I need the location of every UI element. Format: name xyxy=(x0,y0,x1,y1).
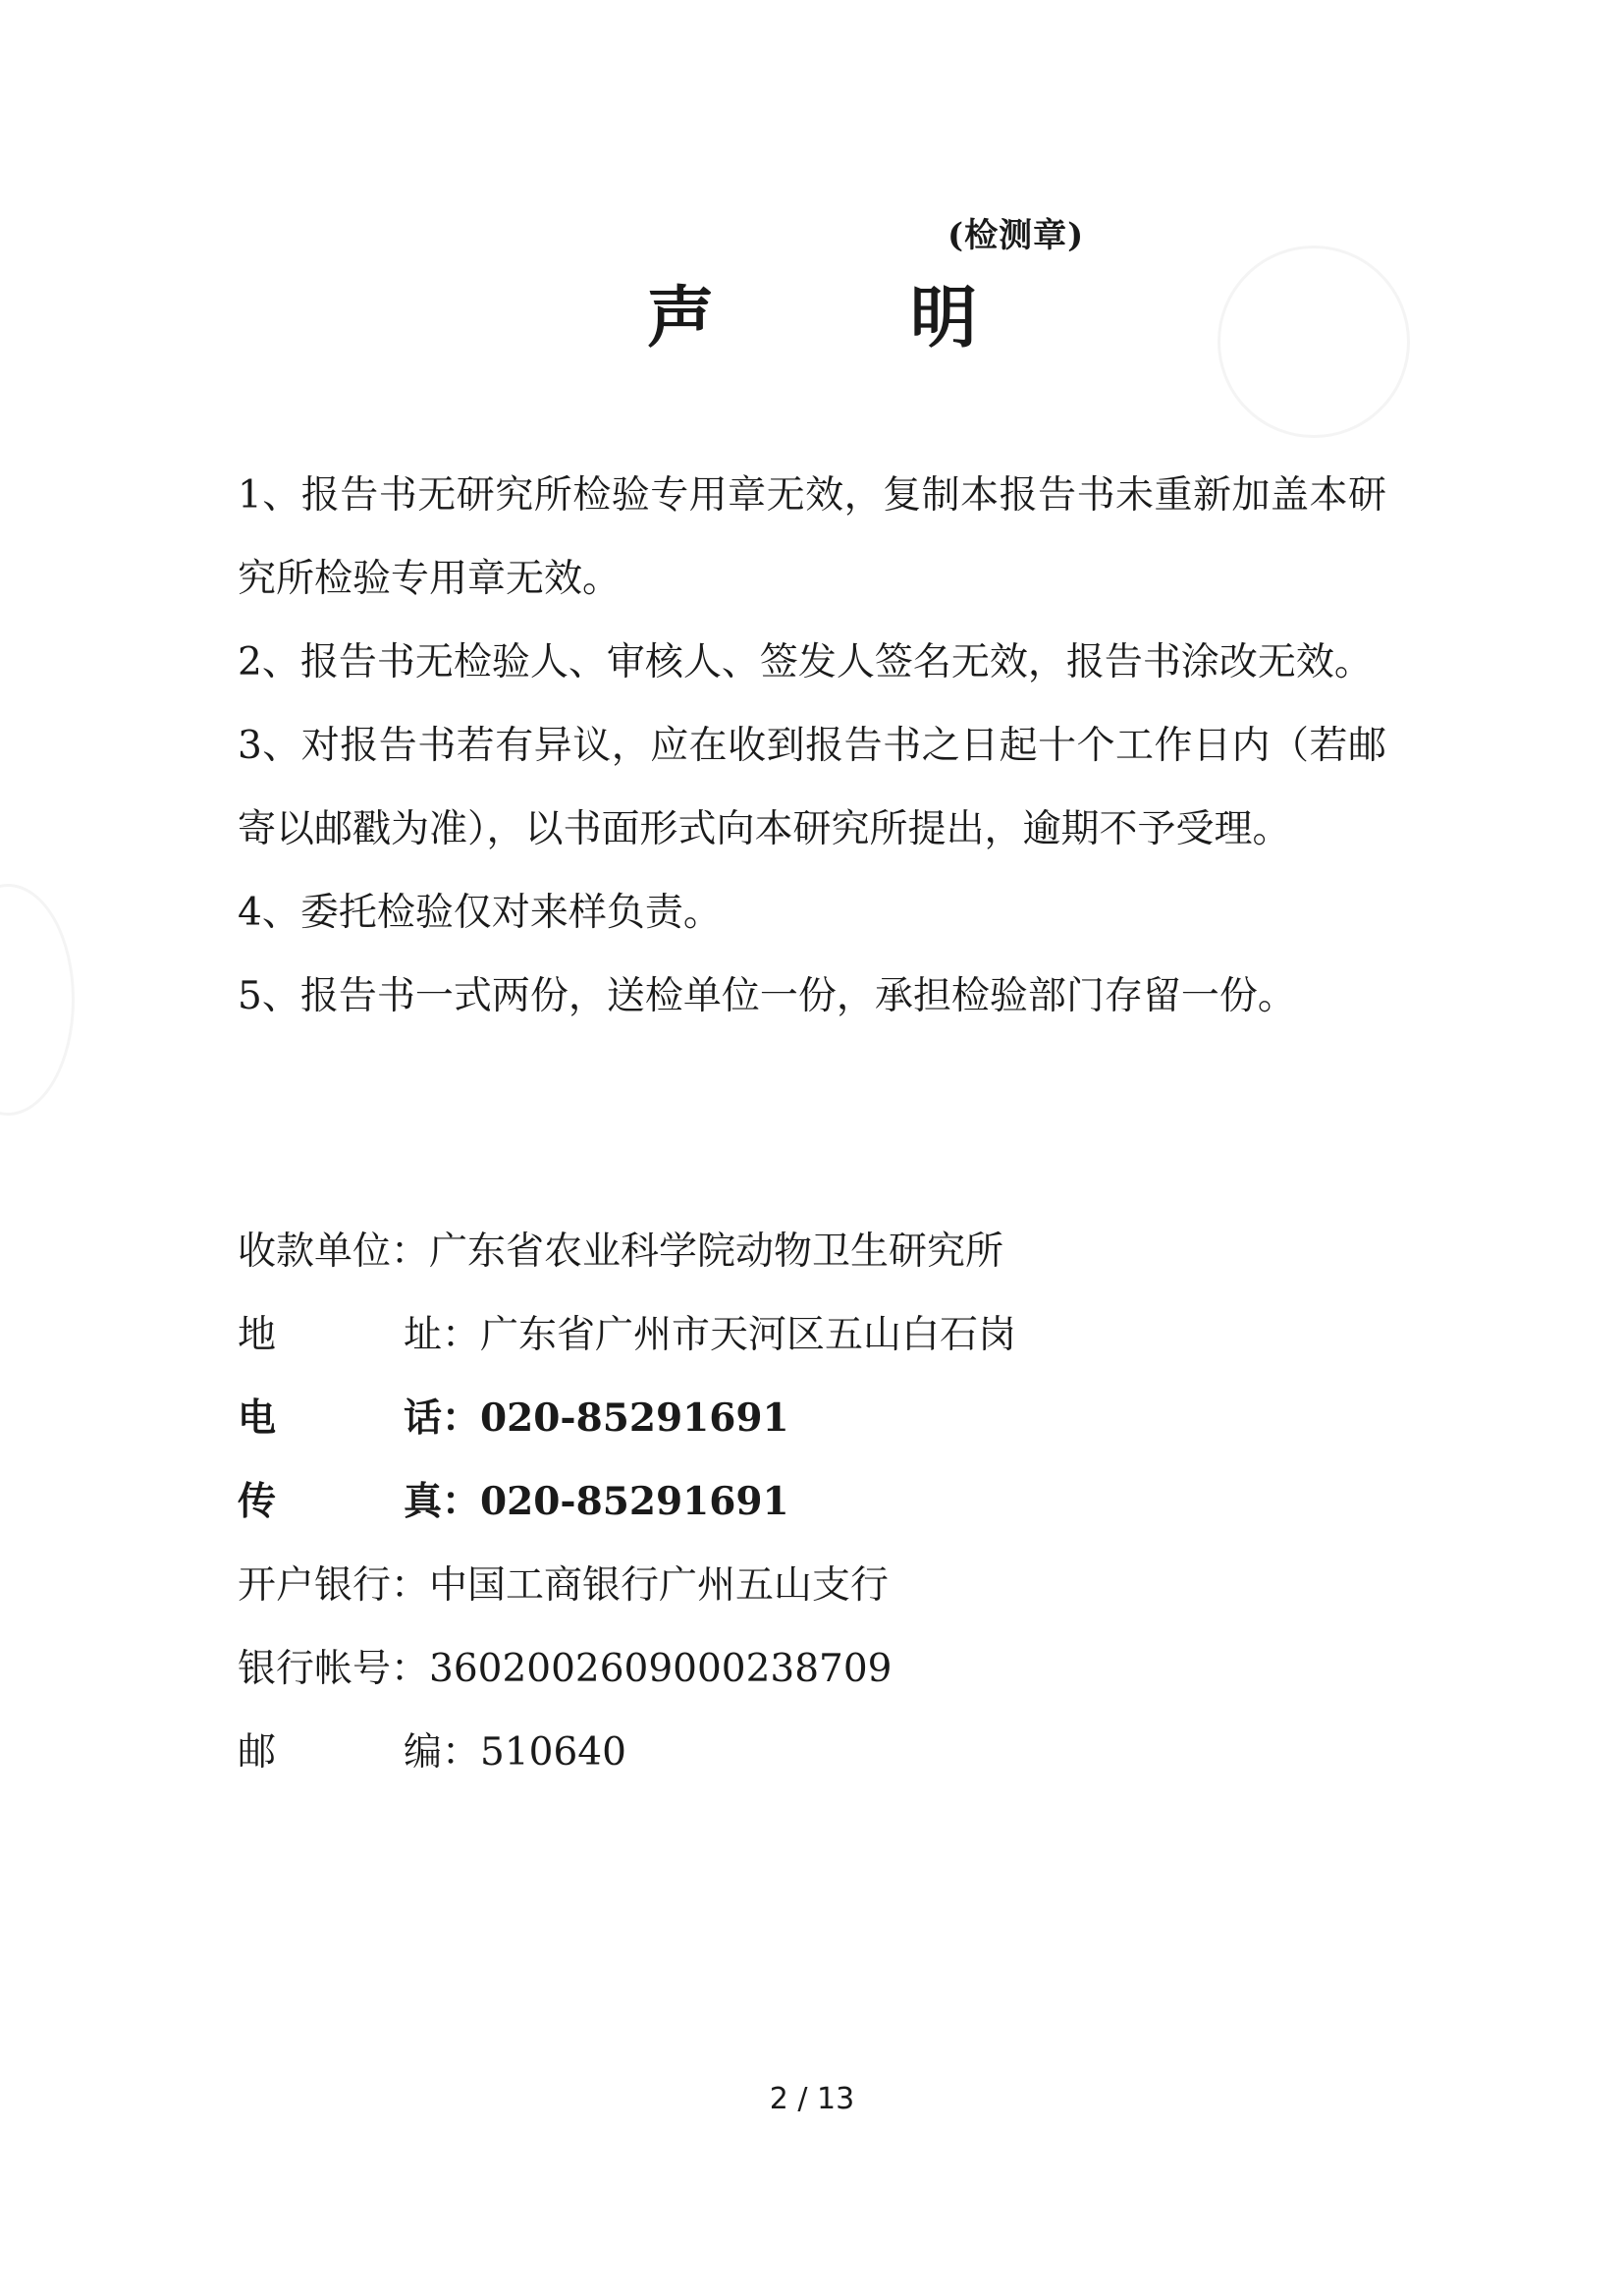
clause-4: 4、委托检验仅对来样负责。 xyxy=(238,891,722,935)
payee-row xyxy=(238,1210,1386,1293)
fax-label-char: 真 xyxy=(403,1479,442,1524)
stamp-label: (检测章) xyxy=(947,216,1085,255)
address-label-char: 址 xyxy=(403,1313,442,1357)
address-label xyxy=(238,1293,442,1377)
phone-label xyxy=(238,1377,442,1460)
bank-value: 中国工商银行广州五山支行 xyxy=(429,1563,890,1608)
fax-row xyxy=(238,1460,1386,1544)
clause-2: 2、报告书无检验人、审核人、签发人签名无效，报告书涂改无效。 xyxy=(238,640,1373,684)
payee-value: 广东省农业科学院动物卫生研究所 xyxy=(429,1230,1004,1274)
declaration-clauses xyxy=(238,454,1386,1038)
account-row xyxy=(238,1627,1386,1711)
fax-label xyxy=(238,1460,442,1544)
fax-value: ：020-85291691 xyxy=(442,1479,789,1524)
phone-value: ：020-85291691 xyxy=(442,1395,789,1441)
clause-5: 5、报告书一式两份，送检单位一份，承担检验部门存留一份。 xyxy=(238,974,1296,1018)
bleed-through-seal-mark xyxy=(0,884,75,1116)
clause-1: 1、报告书无研究所检验专用章无效，复制本报告书未重新加盖本研究所检验专用章无效。 xyxy=(238,473,1386,601)
postcode-value: ：510640 xyxy=(442,1730,626,1775)
phone-label-char: 电 xyxy=(238,1395,277,1441)
title-char: 明 xyxy=(910,280,1174,357)
postcode-label-char: 邮 xyxy=(238,1730,277,1775)
fax-label-char: 传 xyxy=(238,1479,277,1524)
postcode-row xyxy=(238,1711,1386,1794)
contact-info xyxy=(238,1210,1386,1794)
page-title xyxy=(0,265,1624,360)
postcode-label xyxy=(238,1711,442,1794)
phone-row xyxy=(238,1377,1386,1460)
bank-row xyxy=(238,1544,1386,1627)
address-row xyxy=(238,1293,1386,1377)
address-value: ：广东省广州市天河区五山白石岗 xyxy=(442,1313,1017,1357)
title-char: 声 xyxy=(646,280,910,357)
account-value: 3602002609000238709 xyxy=(429,1647,893,1691)
postcode-label-char: 编 xyxy=(403,1730,442,1775)
clause-3: 3、对报告书若有异议，应在收到报告书之日起十个工作日内（若邮寄以邮戳为准），以书面形式向本研究所提出，逾期不予受理。 xyxy=(238,724,1386,851)
page-number: 2 / 13 xyxy=(769,2082,855,2116)
address-label-char: 地 xyxy=(238,1313,277,1357)
account-label: 银行帐号： xyxy=(238,1647,430,1691)
bank-label: 开户银行： xyxy=(238,1563,430,1608)
payee-label: 收款单位： xyxy=(238,1230,430,1274)
phone-label-char: 话 xyxy=(403,1395,442,1441)
